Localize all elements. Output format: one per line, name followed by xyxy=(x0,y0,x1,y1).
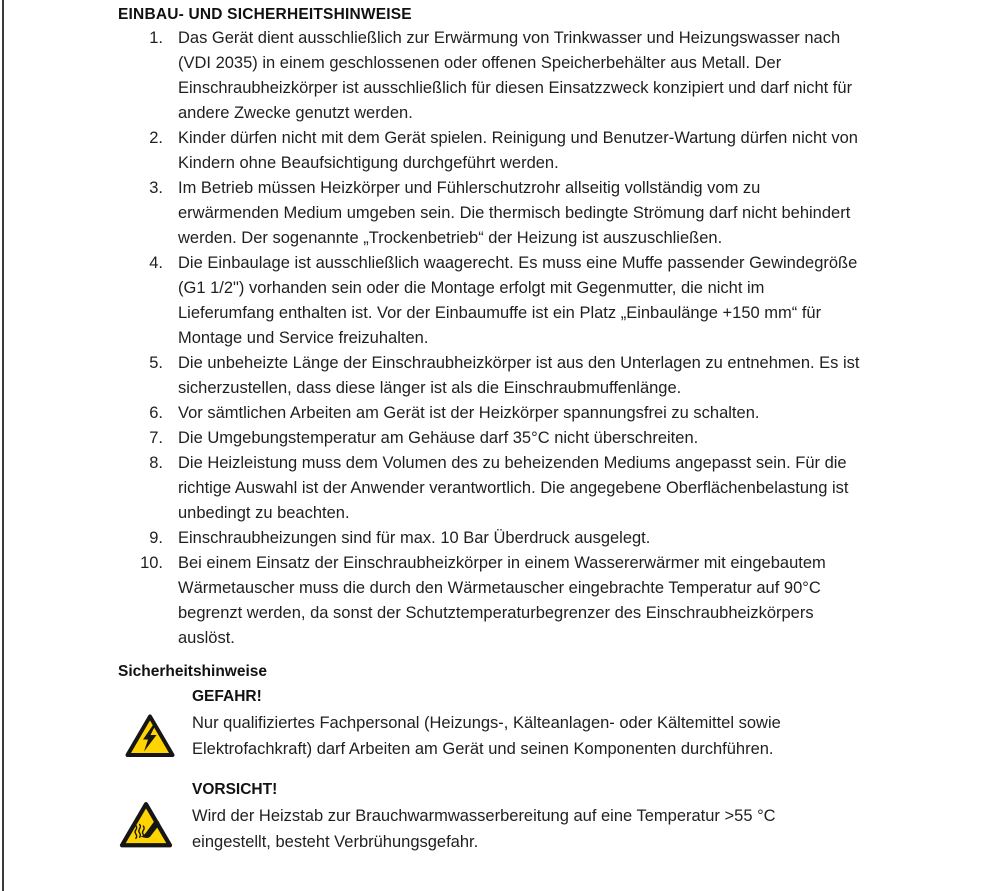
electrical-hazard-icon xyxy=(125,713,175,759)
list-item xyxy=(118,526,880,551)
warning-caution xyxy=(118,780,880,855)
warning-body xyxy=(192,687,854,764)
list-item-text: Die Einbaulage ist ausschließlich waagerecht. Es muss eine Muffe passender Gewindegröße (G1 1/2") vorhanden sein oder die Montage erfolgt mit Gegenmutter, die nicht im Lieferumfang enthalten ist. Vor der Einbaumuffe ist ein Platz „Einbaulänge +150 mm“ für Montage und Service freizuhalten. xyxy=(178,254,858,347)
list-item-text: Vor sämtlichen Arbeiten am Gerät ist der Heizkörper spannungsfrei zu schalten. xyxy=(178,404,760,422)
list-item xyxy=(118,26,880,126)
list-item-number: 7. xyxy=(149,429,163,447)
warning-icon-column xyxy=(118,687,192,764)
warning-text: Nur qualifiziertes Fachpersonal (Heizungs-, Kälteanlagen- oder Kältemittel sowie Elektrofachkraft) darf Arbeiten am Gerät und seinen Komponenten durchführen. xyxy=(192,714,781,758)
list-item xyxy=(118,176,880,251)
list-item-text: Kinder dürfen nicht mit dem Gerät spielen. Reinigung und Benutzer-Wartung dürfen nicht von Kindern ohne Beaufsichtigung durchgeführt werden. xyxy=(178,129,858,172)
warning-title: VORSICHT! xyxy=(192,781,278,798)
warning-text: Wird der Heizstab zur Brauchwarmwasserbereitung auf eine Temperatur >55 °C eingestellt, besteht Verbrühungsgefahr. xyxy=(192,807,776,851)
list-item-number: 10. xyxy=(140,554,163,572)
list-item-text: Bei einem Einsatz der Einschraubheizkörper in einem Wassererwärmer mit eingebautem Wärmetauscher muss die durch den Wärmetauscher eingebrachte Temperatur auf 90°C begrenzt werden, da sonst der Schutztemperaturbegrenzer des Einschraubheizkörpers auslöst. xyxy=(178,554,826,647)
list-item-number: 6. xyxy=(149,404,163,422)
safety-heading: Sicherheitshinweise xyxy=(118,663,268,680)
list-item-number: 3. xyxy=(149,179,163,197)
list-item xyxy=(118,551,880,651)
list-item-text: Im Betrieb müssen Heizkörper und Fühlerschutzrohr allseitig vollständig vom zu erwärmenden Medium umgeben sein. Die thermisch bedingte Strömung darf nicht behindert werden. Der sogenannte „Trockenbetrieb“ der Heizung ist auszuschließen. xyxy=(178,179,851,247)
list-item-number: 8. xyxy=(149,454,163,472)
list-item-number: 9. xyxy=(149,529,163,547)
page-left-border xyxy=(2,0,4,891)
list-item-text: Die unbeheizte Länge der Einschraubheizkörper ist aus den Unterlagen zu entnehmen. Es ist sicherzustellen, dass diese länger ist als die Einschraubmuffenlänge. xyxy=(178,354,860,397)
list-item-number: 5. xyxy=(149,354,163,372)
instruction-list xyxy=(118,26,880,651)
list-item-number: 1. xyxy=(149,29,163,47)
scalding-hazard-icon xyxy=(119,801,173,849)
warning-danger xyxy=(118,687,880,764)
list-item xyxy=(118,426,880,451)
document-page xyxy=(118,5,880,855)
list-item-text: Einschraubheizungen sind für max. 10 Bar Überdruck ausgelegt. xyxy=(178,529,651,547)
warning-title: GEFAHR! xyxy=(192,688,262,705)
warning-icon-column xyxy=(118,780,192,855)
page-title: EINBAU- UND SICHERHEITSHINWEISE xyxy=(118,6,412,23)
list-item xyxy=(118,451,880,526)
list-item-number: 2. xyxy=(149,129,163,147)
list-item-text: Die Umgebungstemperatur am Gehäuse darf 35°C nicht überschreiten. xyxy=(178,429,699,447)
list-item-number: 4. xyxy=(149,254,163,272)
list-item xyxy=(118,126,880,176)
warning-body xyxy=(192,780,854,855)
list-item xyxy=(118,401,880,426)
list-item xyxy=(118,351,880,401)
list-item xyxy=(118,251,880,351)
safety-section xyxy=(118,662,880,855)
list-item-text: Die Heizleistung muss dem Volumen des zu beheizenden Mediums angepasst sein. Für die richtige Auswahl ist der Anwender verantwortlich. Die angegebene Oberflächenbelastung ist unbedingt zu beachten. xyxy=(178,454,849,522)
list-item-text: Das Gerät dient ausschließlich zur Erwärmung von Trinkwasser und Heizungswasser nach (VDI 2035) in einem geschlossenen oder offenen Speicherbehälter aus Metall. Der Einschraubheizkörper ist ausschließlich für diesen Einsatzzweck konzipiert und darf nicht für andere Zwecke genutzt werden. xyxy=(178,29,853,122)
